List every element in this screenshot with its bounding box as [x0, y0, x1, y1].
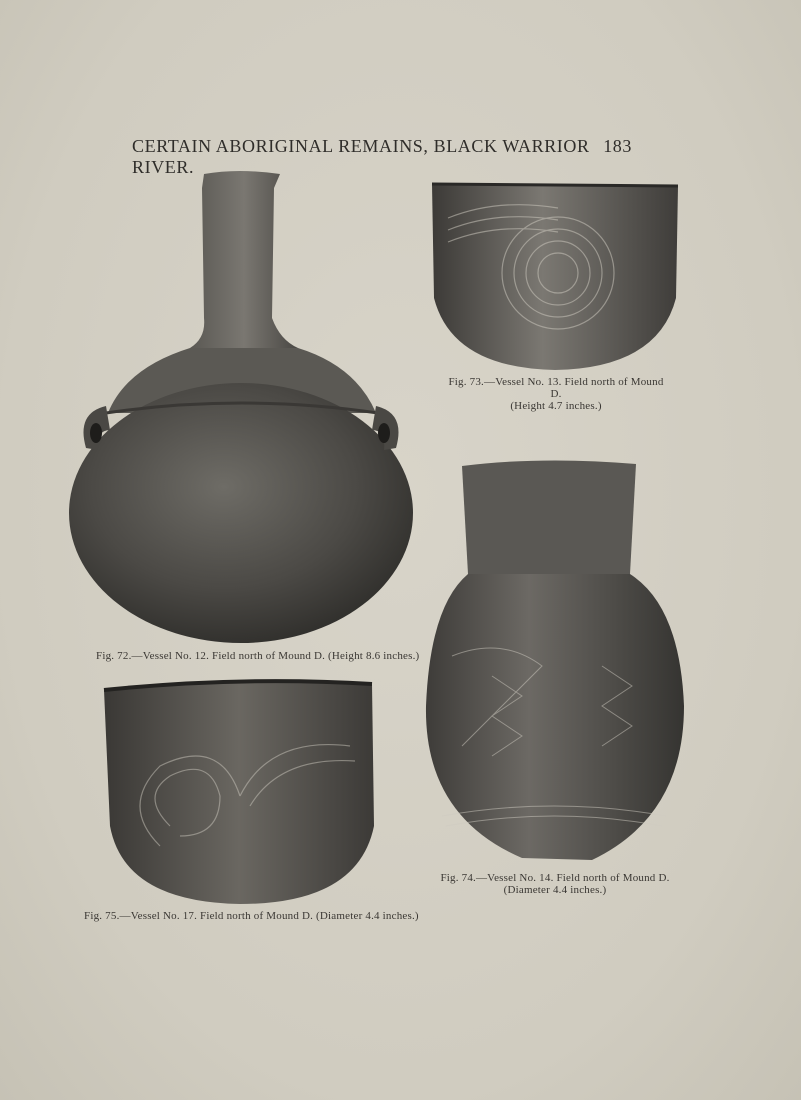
fig75-caption-text: Fig. 75.—Vessel No. 17. Field north of Mound D. (Diameter 4.4 inches.) — [84, 910, 419, 922]
fig73-caption-line1: Fig. 73.—Vessel No. 13. Field north of Mound D. — [448, 376, 664, 400]
vessel-12-bottle-photo — [66, 168, 416, 648]
fig74-caption-line2: (Diameter 4.4 inches.) — [503, 884, 607, 896]
fig75-caption — [84, 910, 419, 922]
page-number: 183 — [603, 136, 632, 156]
vessel-14-jar-photo — [422, 456, 686, 866]
fig72-caption-text: Fig. 72.—Vessel No. 12. Field north of Mound D. (Height 8.6 inches.) — [96, 650, 420, 662]
fig74-caption — [440, 872, 670, 896]
fig74-caption-line1: Fig. 74.—Vessel No. 14. Field north of Mound D. — [440, 872, 670, 884]
fig72-caption — [96, 650, 419, 662]
fig73-caption — [448, 376, 664, 412]
fig73-caption-line2: (Height 4.7 inches.) — [510, 400, 602, 412]
vessel-13-bowl-photo — [428, 178, 682, 372]
vessel-17-bowl-photo — [100, 676, 380, 906]
running-title: CERTAIN ABORIGINAL REMAINS, BLACK WARRIOR RIVER. — [132, 136, 590, 177]
